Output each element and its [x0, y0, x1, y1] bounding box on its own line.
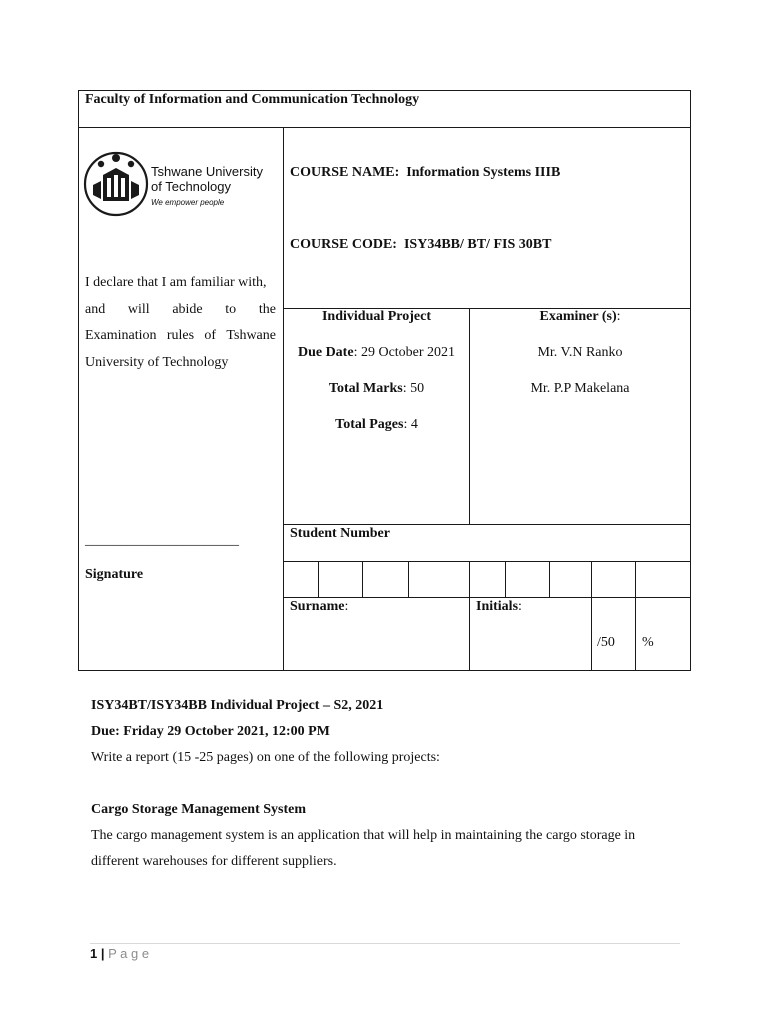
examiner-label: Examiner (s) [539, 309, 617, 324]
examiner-name: Mr. V.N Ranko [537, 345, 623, 360]
logo-university-name [151, 164, 263, 194]
course-name [290, 164, 560, 182]
percent-divider [635, 561, 636, 671]
declaration-line: I declare that I am familiar with, [85, 275, 267, 290]
due-date-label: Due Date [297, 345, 354, 360]
examiner-name: Mr. P.P Makelana [530, 381, 630, 396]
digit-box-divider [362, 561, 363, 598]
declaration-text [85, 270, 276, 376]
score-divider [591, 561, 592, 671]
student-number-label: Student Number [290, 526, 390, 541]
course-code [290, 236, 551, 254]
header-row-divider [78, 127, 691, 128]
examiner-heading [470, 308, 690, 326]
table-border-right [690, 90, 691, 671]
instruction-text: Write a report (15 -25 pages) on one of the following projects: [91, 750, 440, 765]
surname-colon: : [344, 599, 349, 614]
course-code-value: ISY34BB/ BT/ FIS 30BT [403, 237, 552, 252]
page-footer [90, 945, 149, 963]
initials-field [476, 598, 522, 616]
university-emblem-icon [83, 151, 149, 217]
course-name-label: COURSE NAME: [290, 165, 400, 180]
digit-box-divider [505, 561, 506, 598]
project-option-description: The cargo management system is an application that will help in maintaining the cargo storage in [91, 828, 636, 843]
total-pages-label: Total Pages [335, 417, 404, 432]
page-number: 1 [90, 946, 98, 961]
page-word: P a g e [108, 946, 150, 961]
project-heading: ISY34BT/ISY34BB Individual Project – S2, 2021 [91, 698, 384, 713]
project-due: Due: Friday 29 October 2021, 12:00 PM [91, 724, 330, 739]
due-date-value: : 29 October 2021 [353, 345, 456, 360]
university-logo [83, 151, 273, 217]
project-option-description: different warehouses for different suppliers. [91, 854, 337, 869]
faculty-title: Faculty of Information and Communication Technology [85, 92, 420, 107]
signature-line: ______________________ [85, 533, 239, 548]
table-border-left [78, 90, 79, 671]
examiners [470, 308, 690, 398]
digit-box-divider [318, 561, 319, 598]
examiner-colon: : [616, 309, 621, 324]
declaration-line: and will abide to the [85, 301, 276, 317]
logo-tagline: We empower people [151, 198, 225, 207]
project-option-title: Cargo Storage Management System [91, 802, 307, 817]
total-marks-value: : 50 [402, 381, 425, 396]
due-date [284, 344, 469, 362]
percent-sign: % [642, 635, 654, 650]
total-pages-value: : 4 [403, 417, 418, 432]
logo-name-line1: Tshwane University [151, 164, 263, 179]
footer-rule [90, 943, 680, 944]
digit-box-divider [408, 561, 409, 598]
digit-box-divider [549, 561, 550, 598]
surname-initials-divider [469, 561, 470, 671]
initials-colon: : [518, 599, 522, 614]
project-title: Individual Project [321, 309, 432, 324]
project-details [284, 308, 469, 434]
signature-label: Signature [85, 567, 144, 582]
course-name-value: Information Systems IIIB [406, 165, 561, 180]
course-code-label: COURSE CODE: [290, 237, 397, 252]
total-marks [284, 380, 469, 398]
footer-separator: | [100, 946, 105, 961]
total-marks-label: Total Marks [328, 381, 403, 396]
declaration-line: University of Technology [85, 354, 229, 370]
surname-field [290, 598, 348, 616]
surname-label: Surname [290, 599, 345, 614]
initials-label: Initials [476, 599, 519, 614]
declaration-line: Examination rules of Tshwane [85, 328, 276, 343]
table-border-bottom [78, 670, 691, 671]
score-total: /50 [597, 635, 615, 650]
total-pages [284, 416, 469, 434]
student-number-row-divider [283, 561, 691, 562]
logo-name-line2: of Technology [151, 179, 231, 194]
